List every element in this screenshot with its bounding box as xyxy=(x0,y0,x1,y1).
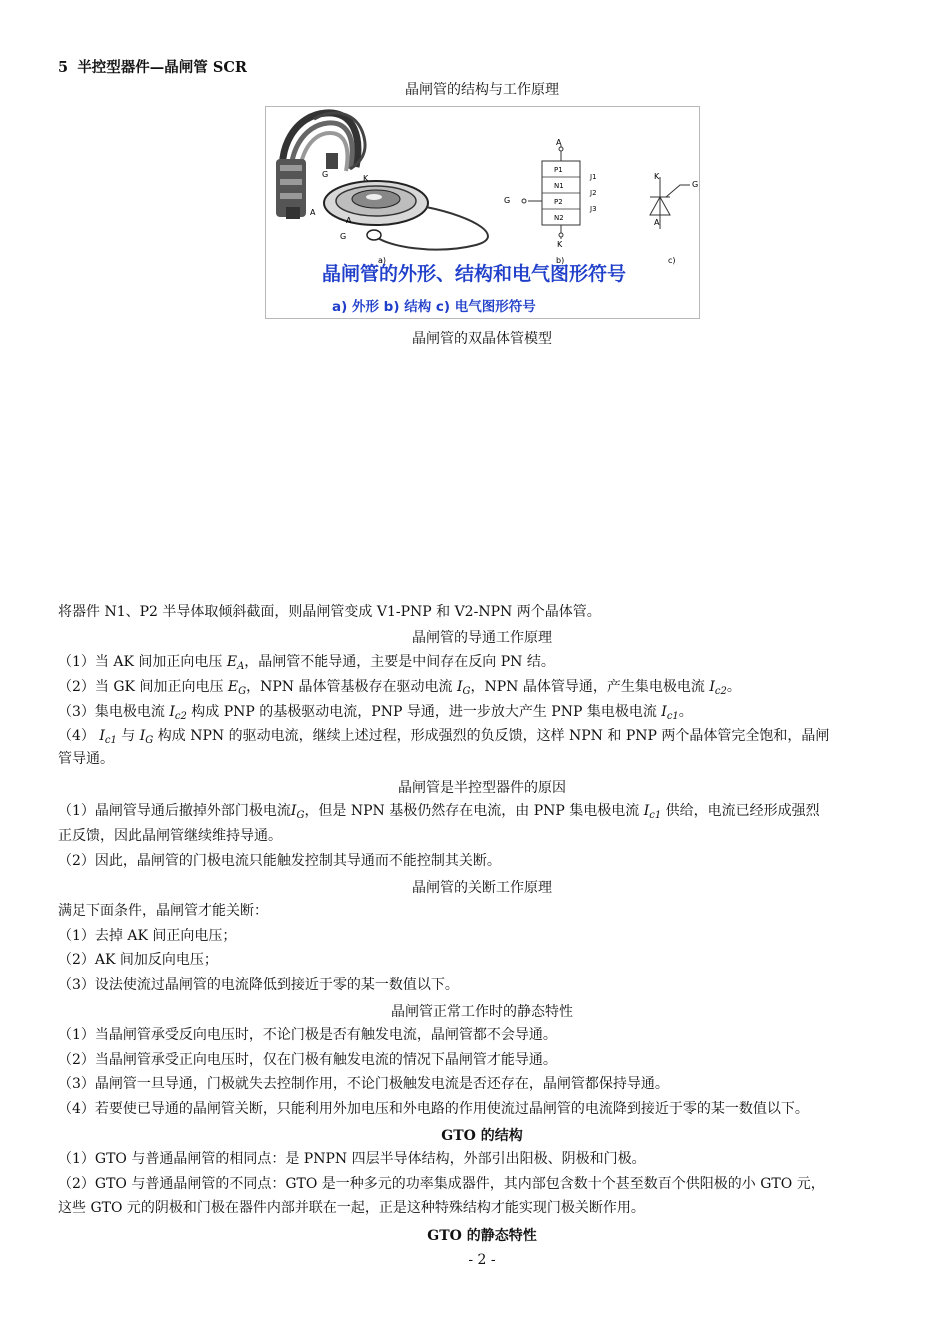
label-c-k: K xyxy=(654,172,660,181)
gto-item-1: （1）GTO 与普通晶闸管的相同点：是 PNPN 四层半导体结构，外部引出阳极、阴极和门极。 xyxy=(58,1151,646,1167)
thyristor-diagram xyxy=(266,107,699,318)
heading-turn-off: 晶闸管的关断工作原理 xyxy=(412,880,552,896)
turn-on-item-1: （1）当 AK 间加正向电压 $E_A$，晶闸管不能导通，主要是中间存在反向 PN 结。 xyxy=(58,654,555,672)
label-c-tag: c) xyxy=(668,256,676,265)
semi-item-1-cont: 正反馈，因此晶闸管继续维持导通。 xyxy=(58,828,282,844)
turn-off-intro: 满足下面条件，晶闸管才能关断： xyxy=(58,903,268,919)
label-a-k: K xyxy=(363,174,369,183)
label-b-p2: P2 xyxy=(554,198,563,206)
label-a-g: G xyxy=(322,170,329,179)
label-a-g2: G xyxy=(340,232,347,241)
label-b-n2: N2 xyxy=(554,214,564,222)
turn-off-item-3: （3）设法使流过晶闸管的电流降低到接近于零的某一数值以下。 xyxy=(58,977,459,993)
static-item-3: （3）晶闸管一旦导通，门极就失去控制作用，不论门极触发电流是否还存在，晶闸管都保持导通。 xyxy=(58,1076,669,1092)
turn-on-item-4: （4） $I_{c1}$ 与 $I_G$ 构成 NPN 的驱动电流，继续上述过程，形成强烈的负反馈，这样 NPN 和 PNP 两个晶体管完全饱和，晶闸 xyxy=(58,728,830,746)
thyristor-structure xyxy=(522,145,580,239)
turn-on-item-3: （3）集电极电流 $I_{c2}$ 构成 PNP 的基极驱动电流，PNP 导通，进一步放大产生 PNP 集电极电流 $I_{c1}$。 xyxy=(58,704,693,722)
gto-item-2-cont: 这些 GTO 元的阴极和门极在器件内部并联在一起，正是这种特殊结构才能实现门极关断作用。 xyxy=(58,1200,645,1216)
section-heading xyxy=(58,56,247,77)
heading-turn-on: 晶闸管的导通工作原理 xyxy=(412,630,552,646)
label-b-tag: b) xyxy=(556,256,565,265)
label-b-j3: J3 xyxy=(590,205,597,213)
heading-static-characteristics: 晶闸管正常工作时的静态特性 xyxy=(391,1004,573,1020)
static-item-1: （1）当晶闸管承受反向电压时，不论门极是否有触发电流，晶闸管都不会导通。 xyxy=(58,1027,557,1043)
label-b-k: K xyxy=(557,240,563,249)
figure-caption-sub: a) 外形 b) 结构 c) 电气图形符号 xyxy=(332,299,536,315)
label-a-a: A xyxy=(310,208,316,217)
model-title: 晶闸管的双晶体管模型 xyxy=(412,331,552,347)
turn-off-item-2: （2）AK 间加反向电压； xyxy=(58,952,218,968)
page-number: - 2 - xyxy=(468,1252,496,1268)
label-a-tag: a) xyxy=(378,256,387,265)
label-b-p1: P1 xyxy=(554,166,563,174)
label-b-n1: N1 xyxy=(554,182,564,190)
turn-on-item-2: （2）当 GK 间加正向电压 $E_G$，NPN 晶体管基极存在驱动电流 $I_G$，NPN 晶体管导通，产生集电极电流 $I_{c2}$。 xyxy=(58,679,741,697)
turn-off-item-1: （1）去掉 AK 间正向电压； xyxy=(58,928,237,944)
label-b-a: A xyxy=(556,138,562,147)
paragraph-section-cut: 将器件 N1、P2 半导体取倾斜截面，则晶闸管变成 V1-PNP 和 V2-NPN 两个晶体管。 xyxy=(58,604,601,620)
label-b-j2: J2 xyxy=(590,189,597,197)
thyristor-figure xyxy=(265,106,700,319)
section-number: 5 xyxy=(58,59,69,76)
label-b-g: G xyxy=(504,196,511,205)
label-b-j1: J1 xyxy=(590,173,597,181)
static-item-4: （4）若要使已导通的晶闸管关断，只能利用外加电压和外电路的作用使流过晶闸管的电流降到接近于零的某一数值以下。 xyxy=(58,1101,809,1117)
label-c-g: G xyxy=(692,180,699,189)
figure-title: 晶闸管的结构与工作原理 xyxy=(405,82,559,98)
figure-caption-main: 晶闸管的外形、结构和电气图形符号 xyxy=(322,263,627,285)
static-item-2: （2）当晶闸管承受正向电压时，仅在门极有触发电流的情况下晶闸管才能导通。 xyxy=(58,1052,557,1068)
heading-semi-controlled: 晶闸管是半控型器件的原因 xyxy=(398,780,566,796)
thyristor-photo xyxy=(276,113,488,250)
semi-item-1: （1）晶闸管导通后撤掉外部门极电流$I_G$，但是 NPN 基极仍然存在电流，由 PNP 集电极电流 $I_{c1}$ 供给，电流已经形成强烈 xyxy=(58,803,820,821)
label-a-a2: A xyxy=(346,216,352,225)
heading-gto-structure: GTO 的结构 xyxy=(441,1128,523,1144)
semi-item-2: （2）因此，晶闸管的门极电流只能触发控制其导通而不能控制其关断。 xyxy=(58,853,501,869)
heading-gto-static: GTO 的静态特性 xyxy=(427,1228,537,1244)
gto-item-2: （2）GTO 与普通晶闸管的不同点：GTO 是一种多元的功率集成器件，其内部包含数十个甚至数百个供阳极的小 GTO 元， xyxy=(58,1176,825,1192)
section-title: 半控型器件—晶闸管 SCR xyxy=(77,59,247,76)
turn-on-item-4-cont: 管导通。 xyxy=(58,751,114,767)
label-c-a: A xyxy=(654,218,660,227)
